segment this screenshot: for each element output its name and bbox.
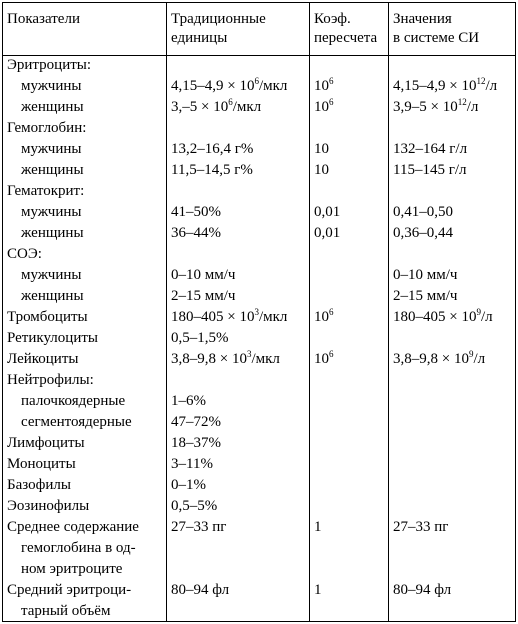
table-row <box>3 118 515 139</box>
table-row <box>3 244 515 265</box>
conversion-factor: 10 <box>314 141 329 157</box>
indicator-name: Среднее содержание <box>7 519 139 535</box>
indicator-name: Нейтрофилы: <box>7 372 94 388</box>
header-traditional-line2: единицы <box>171 30 228 46</box>
conversion-factor: 0,01 <box>314 204 341 220</box>
traditional-value: $180-405 \times 10^3$/мкл <box>171 307 288 325</box>
si-value: 27–33 пг <box>393 519 449 535</box>
traditional-value: 27–33 пг <box>171 519 227 535</box>
indicator-name: мужчины <box>21 204 82 220</box>
traditional-value: 47–72% <box>171 414 221 430</box>
table-row <box>3 475 515 496</box>
indicator-name: мужчины <box>21 78 82 94</box>
conversion-factor: $10^6$ <box>314 349 334 367</box>
traditional-value: 3–11% <box>171 456 213 472</box>
indicator-name: Гемоглобин: <box>7 120 87 136</box>
traditional-value: 36–44% <box>171 225 221 241</box>
si-value: 80–94 фл <box>393 582 452 598</box>
table-row <box>3 223 515 244</box>
indicator-name: Гематокрит: <box>7 183 85 199</box>
conversion-factor: $10^6$ <box>314 97 334 115</box>
table-row <box>3 349 515 370</box>
table-row <box>3 76 515 97</box>
traditional-value: $4,15-4,9 \times 10^6$/мкл <box>171 76 288 94</box>
indicator-name: Ретикулоциты <box>7 330 98 346</box>
traditional-value: 11,5–14,5 г% <box>171 162 253 178</box>
traditional-value: $3,8-9,8 \times 10^3$/мкл <box>171 349 280 367</box>
traditional-value: 80–94 фл <box>171 582 230 598</box>
indicator-name: Средний эритроци- <box>7 582 132 598</box>
header-coef-line1: Коэф. <box>314 11 351 27</box>
si-value: 132–164 г/л <box>393 141 468 157</box>
indicator-name: Тромбоциты <box>7 309 88 325</box>
si-value: $3,9-5 \times 10^{12}/л$ <box>393 97 479 115</box>
table-row <box>3 160 515 181</box>
si-value: 115–145 г/л <box>393 162 467 178</box>
traditional-value: 0,5–1,5% <box>171 330 229 346</box>
si-value: 0,41–0,50 <box>393 204 453 220</box>
indicator-name: женщины <box>21 225 84 241</box>
si-value: $180-405 \times 10^9/л$ <box>393 307 493 325</box>
traditional-value: $3,-5 \times 10^6$/мкл <box>171 97 262 115</box>
table-row <box>3 181 515 202</box>
traditional-value: 41–50% <box>171 204 221 220</box>
table-row <box>3 265 515 286</box>
indicator-name: мужчины <box>21 267 82 283</box>
table-row <box>3 517 515 580</box>
traditional-value: 0–10 мм/ч <box>171 267 236 283</box>
conversion-factor: $10^6$ <box>314 307 334 325</box>
table-row <box>3 391 515 412</box>
table-row <box>3 496 515 517</box>
traditional-value: 0–1% <box>171 477 206 493</box>
indicator-name: гемоглобина в од- <box>21 540 136 556</box>
table-row <box>3 139 515 160</box>
si-value: 0–10 мм/ч <box>393 267 458 283</box>
indicator-name: тарный объём <box>21 603 111 619</box>
table-row <box>3 412 515 433</box>
table-row <box>3 433 515 454</box>
conversion-factor: 1 <box>314 582 322 598</box>
indicator-name: Моноциты <box>7 456 76 472</box>
conversion-factor: $10^6$ <box>314 76 334 94</box>
table-row <box>3 97 515 118</box>
table-row <box>3 580 515 622</box>
indicator-name: СОЭ: <box>7 246 42 262</box>
header-si-line1: Значения <box>393 11 452 27</box>
reference-table <box>2 2 516 622</box>
si-value: $4,15-4,9 \times 10^{12}/л$ <box>393 76 498 94</box>
si-value: $3,8-9,8 \times 10^9/л$ <box>393 349 486 367</box>
header-traditional-line1: Традиционные <box>171 11 266 27</box>
header-si-line2: в системе СИ <box>393 30 480 46</box>
table-row <box>3 286 515 307</box>
traditional-value: 13,2–16,4 г% <box>171 141 254 157</box>
indicator-name: палочкоядерные <box>21 393 126 409</box>
table-row <box>3 454 515 475</box>
table-header <box>3 3 515 56</box>
indicator-name: Эозинофилы <box>7 498 90 514</box>
header-indicators: Показатели <box>7 11 80 27</box>
indicator-name: женщины <box>21 288 84 304</box>
header-coef-line2: пересчета <box>314 30 378 46</box>
table-row <box>3 202 515 223</box>
indicator-name: женщины <box>21 162 84 178</box>
indicator-name: Базофилы <box>7 477 71 493</box>
indicator-name: Лейкоциты <box>7 351 79 367</box>
table-row <box>3 328 515 349</box>
table-row <box>3 307 515 328</box>
traditional-value: 18–37% <box>171 435 221 451</box>
conversion-factor: 10 <box>314 162 329 178</box>
table-row <box>3 55 515 76</box>
conversion-factor: 0,01 <box>314 225 341 241</box>
table-row <box>3 370 515 391</box>
indicator-name: Эритроциты: <box>7 57 92 73</box>
traditional-value: 1–6% <box>171 393 206 409</box>
traditional-value: 0,5–5% <box>171 498 218 514</box>
si-value: 0,36–0,44 <box>393 225 453 241</box>
indicator-name: мужчины <box>21 141 82 157</box>
indicator-name: Лимфоциты <box>7 435 85 451</box>
indicator-name: ном эритроците <box>21 561 123 577</box>
traditional-value: 2–15 мм/ч <box>171 288 236 304</box>
indicator-name: женщины <box>21 99 84 115</box>
si-value: 2–15 мм/ч <box>393 288 458 304</box>
conversion-factor: 1 <box>314 519 322 535</box>
indicator-name: сегментоядерные <box>21 414 132 430</box>
